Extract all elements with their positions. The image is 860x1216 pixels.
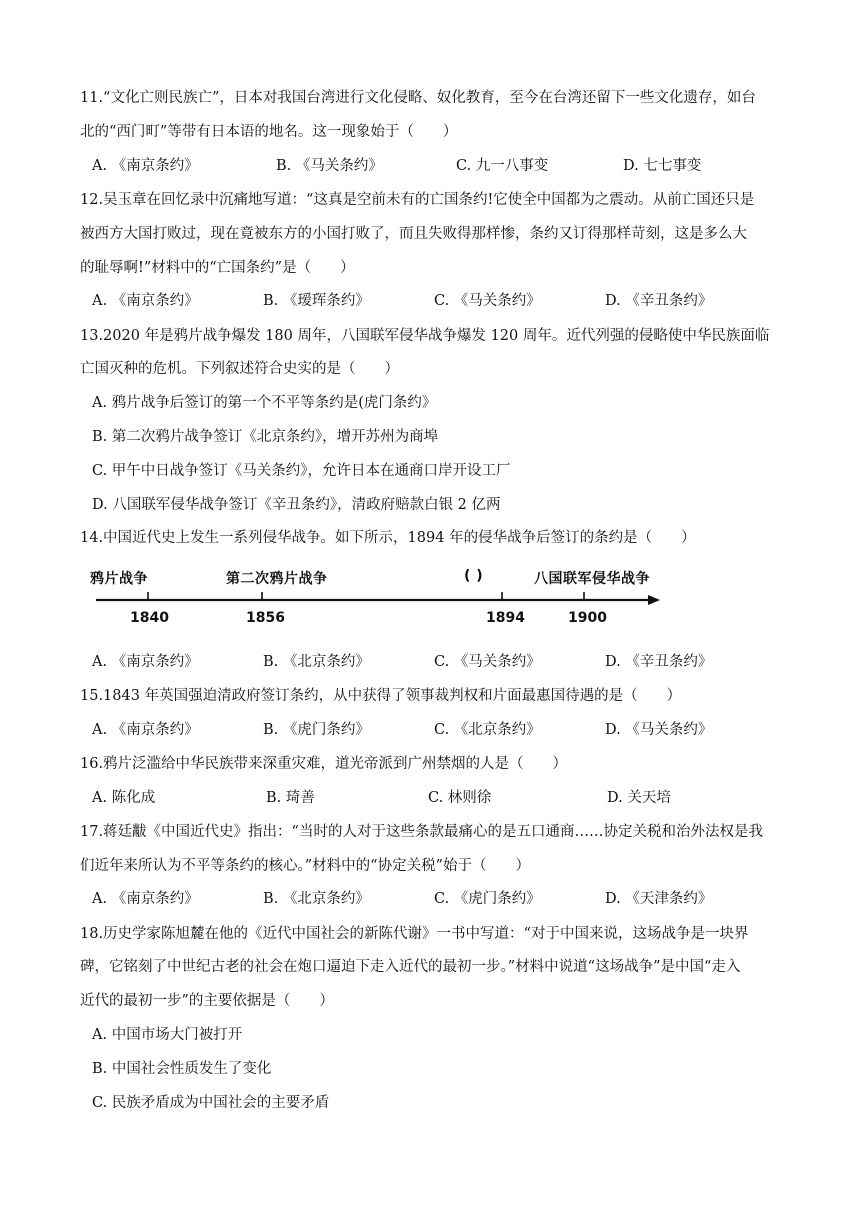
timeline-event-eight-nation: 八国联军侵华战争 [534, 571, 650, 587]
option-b[interactable]: B. 《北京条约》 [263, 891, 370, 907]
question-12-line-1: 12.吴玉章在回忆录中沉痛地写道：“这真是空前未有的亡国条约!它使全中国都为之震动。从前亡国还只是 [80, 192, 755, 208]
question-14-line-1: 14.中国近代史上发生一系列侵华战争。如下所示，1894 年的侵华战争后签订的条约是（ ） [80, 530, 696, 546]
option-d[interactable]: D. 关天培 [607, 790, 671, 806]
question-15-line-1: 15.1843 年英国强迫清政府签订条约，从中获得了领事裁判权和片面最惠国待遇的是（ ） [80, 688, 682, 704]
option-b[interactable]: B. 《马关条约》 [276, 158, 383, 174]
option-a[interactable]: A. 陈化成 [92, 790, 156, 806]
option-b[interactable]: B. 第二次鸦片战争签订《北京条约》，增开苏州为商埠 [92, 429, 439, 445]
question-13-line-1: 13.2020 年是鸦片战争爆发 180 周年，八国联军侵华战争爆发 120 周年。近代列强的侵略使中华民族面临 [80, 328, 770, 344]
question-18-line-1: 18.历史学家陈旭麓在他的《近代中国社会的新陈代谢》一书中写道：“对于中国来说，这场战争是一块界 [80, 926, 749, 942]
option-c[interactable]: C. 《马关条约》 [434, 293, 541, 309]
option-a[interactable]: A. 中国市场大门被打开 [92, 1027, 243, 1043]
option-a[interactable]: A. 《南京条约》 [92, 722, 199, 738]
timeline-year: 1894 [486, 610, 525, 626]
option-a[interactable]: A. 《南京条约》 [92, 293, 199, 309]
question-12-line-2: 被西方大国打败过，现在竟被东方的小国打败了，而且失败得那样惨，条约又订得那样苛刻，这是多么大 [80, 226, 747, 242]
option-a[interactable]: A. 《南京条约》 [92, 654, 199, 670]
option-c[interactable]: C. 《马关条约》 [434, 654, 541, 670]
option-c[interactable]: C. 林则徐 [428, 790, 492, 806]
question-11-options [80, 156, 780, 176]
option-d[interactable]: D. 七七事变 [623, 158, 702, 174]
option-a[interactable]: A. 《南京条约》 [92, 891, 199, 907]
option-a[interactable]: A. 《南京条约》 [92, 158, 199, 174]
option-c[interactable]: C. 甲午中日战争签订《马关条约》，允许日本在通商口岸开设工厂 [92, 463, 511, 479]
option-d[interactable]: D. 《马关条约》 [605, 722, 713, 738]
option-d[interactable]: D. 《天津条约》 [605, 891, 713, 907]
question-18-line-2: 碑，它铭刻了中世纪古老的社会在炮口逼迫下走入近代的最初一步。”材料中说道“这场战争”是中国“走入 [80, 959, 741, 975]
option-b[interactable]: B. 《虎门条约》 [263, 722, 370, 738]
timeline-event-second-opium-war: 第二次鸦片战争 [226, 571, 328, 587]
option-c[interactable]: C. 《虎门条约》 [434, 891, 541, 907]
timeline-year: 1900 [568, 610, 607, 626]
question-16-line-1: 16.鸦片泛滥给中华民族带来深重灾难，道光帝派到广州禁烟的人是（ ） [80, 756, 568, 772]
option-b[interactable]: B. 《北京条约》 [263, 654, 370, 670]
question-16-options [80, 788, 780, 808]
timeline-year: 1840 [130, 610, 169, 626]
question-14-options [80, 652, 780, 672]
option-c[interactable]: C. 九一八事变 [456, 158, 549, 174]
timeline-event-opium-war: 鸦片战争 [90, 571, 148, 587]
question-12-line-3: 的耻辱啊!”材料中的“亡国条约”是（ ） [80, 260, 355, 276]
option-b[interactable]: B. 琦善 [266, 790, 315, 806]
question-17-line-2: 们近年来所认为不平等条约的核心。”材料中的“协定关税”始于（ ） [80, 858, 530, 874]
question-13-line-2: 亡国灭种的危机。下列叙述符合史实的是（ ） [80, 361, 399, 377]
timeline-event-blank: ( ) [464, 568, 484, 584]
question-11-line-1: 11.“文化亡则民族亡”，日本对我国台湾进行文化侵略、奴化教育，至今在台湾还留下一些文化遗存，如台 [80, 90, 756, 106]
option-b[interactable]: B. 中国社会性质发生了变化 [92, 1061, 272, 1077]
option-d[interactable]: D. 《辛丑条约》 [605, 654, 713, 670]
option-c[interactable]: C. 民族矛盾成为中国社会的主要矛盾 [92, 1095, 330, 1111]
question-15-options [80, 720, 780, 740]
question-18-line-3: 近代的最初一步”的主要依据是（ ） [80, 993, 334, 1009]
option-c[interactable]: C. 《北京条约》 [434, 722, 541, 738]
question-12-options [80, 291, 780, 311]
timeline-diagram [90, 560, 670, 634]
option-d[interactable]: D. 八国联军侵华战争签订《辛丑条约》，清政府赔款白银 2 亿两 [92, 497, 501, 513]
timeline-year: 1856 [246, 610, 285, 626]
question-17-line-1: 17.蒋廷黻《中国近代史》指出：“当时的人对于这些条款最痛心的是五口通商……协定关税和治外法权是我 [80, 824, 763, 840]
question-17-options [80, 889, 780, 909]
question-11-line-2: 北的“西门町”等带有日本语的地名。这一现象始于（ ） [80, 124, 458, 140]
option-b[interactable]: B. 《瑷珲条约》 [263, 293, 370, 309]
option-d[interactable]: D. 《辛丑条约》 [605, 293, 713, 309]
option-a[interactable]: A. 鸦片战争后签订的第一个不平等条约是(虎门条约》 [92, 395, 437, 411]
